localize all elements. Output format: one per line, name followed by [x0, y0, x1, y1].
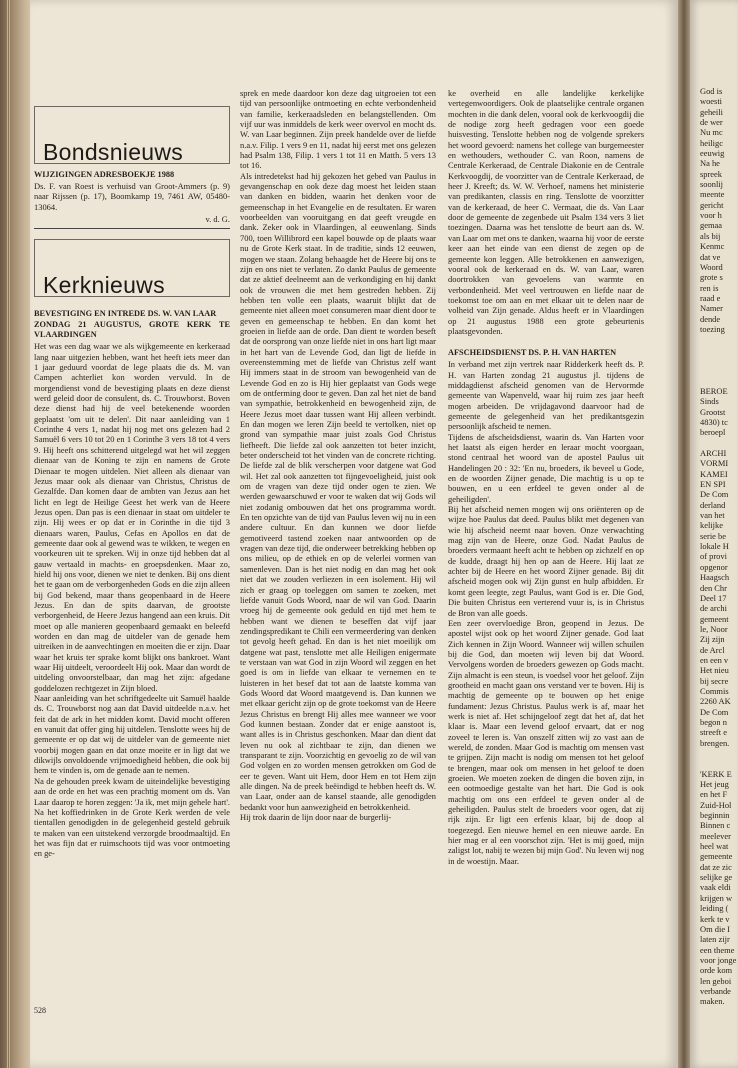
article-heading: AFSCHEIDSDIENST DS. P. H. VAN HARTEN [448, 348, 617, 358]
next-page-line: beginnin [700, 810, 730, 821]
next-page-line: dat ve [700, 251, 721, 262]
next-page-line: van het [700, 510, 725, 521]
next-page-line: derland [700, 499, 726, 510]
next-page-line: laten zijr [700, 934, 730, 945]
next-page-line: vaak eldi [700, 882, 731, 893]
article-paragraph: Een zeer overvloedige Bron, geopend in Jezus. De apostel wijst ook op het woord Zijner genade. God laat Zich kennen in Zijn Woord. Wanneer wij willen schuilen bij die God, dan moeten wij leven bij dat Woord. Vervolgens worden de broeders gewezen op Gods macht. Zijn almacht is een steun, is voedsel voor het geloof. Zijn grootheid en macht gaan ons verstand ver te boven. Hij is machtig de gemeente op te bouwen op het enige fundament: Jezus Christus. Paulus werk is af, maar het werk is niet af. Het schijngeloof zegt dat het af, dat het klaar is. Maar een levend geloof ervaart, dat er nog zoveel te leren is. Van onszelf zitten wij zo vast aan de wereld, de zonden. Maar God is machtig om mensen vast te grijpen. Zijn macht is nodig om mensen tot het geloof te brengen, maar ook om mensen in het geloof te doen groeien. We moeten zoeken de dingen die boven zijn, in een ootmoedige gestalte van het hart. Die God is ook machtig om ons een erfdeel te geven onder al de geheiligden. Paulus stelt de broeders voor ogen, dat zij rijk zijn. Er ligt een erfenis klaar, bij de doop al toegezegd. Een nieuwe hemel en een nieuwe aarde. En hier mag er al een voorschot zijn. 'Het is mij goed, mijn zaligst lot, nabij te wezen bij mijn God'. Nu leven wij nog in de woestijn. Maar. [448, 617, 644, 866]
article-paragraph: Na de gehouden preek kwam de uiteindelijke bevestiging aan de orde en het was een prachtig moment om ds. Van Laar daarop te horen zeggen: 'Ja ik, met mijn gehele hart'. Na het koffiedrinken in de Grote Kerk werden de vele tientallen genodigden in de gelegenheid gesteld gebruik te maken van een uitstekend verzorgde broodmaaltijd. En het was fijn dat er ruimschoots tijd was voor ontmoeting en ge- [34, 775, 230, 859]
next-page-line: orde kom [700, 965, 733, 976]
next-page-line: heiligc [700, 137, 723, 148]
article-paragraph: Naar aanleiding van het schriftgedeelte uit Samuël haalde ds. C. Trouwborst nog aan dat David uitdeelde n.a.v. het feit dat de ark in het midden komt. David mocht offeren en vanuit dat offer ging hij uitdelen. Tenslotte wees hij de gemeente er op dat wij de uitdeler van de gemeente niet voorbij mogen gaan en dat onze moeite er in ligt dat we dikwijls onvoldoende vrijmoedigheid hebben, die ook bij hem te vinden is, om de genade aan te nemen. [34, 693, 230, 776]
next-page-line: beroepl [700, 427, 726, 438]
next-page-line: voor jonge [700, 954, 737, 965]
section-header-kerknieuws [34, 239, 230, 297]
next-page-line: KAMEI [700, 468, 728, 479]
next-page-line: begon n [700, 716, 727, 727]
next-page-line: meelever [700, 830, 731, 841]
section-title: Kerknieuws [43, 272, 165, 299]
next-page-line: Het jeug [700, 779, 729, 790]
column-2 [240, 88, 436, 822]
article-paragraph: Als intredetekst had hij gekozen het gebed van Paulus in gevangenschap en ook deze dag moest het leiden staan van danken en bidden, waarin het denken voor de gemeenschap in het Evangelie en de resultaten. Er waren voorbeelden van vooruitgang en dat geeft vreugde en dank. Zeker ook in Vlaardingen, al eeuwenlang. Sinds 700, toen Willibrord een kapel bouwde op de plaats waar nu de Grote Kerk staat. In de traditie, sinds 12 eeuwen, mogen we staan. Zolang behaagde het de Heere bij ons te zijn en ons niet te verlaten. Zo dankt Paulus de gemeente dat ze aktief deelneemt aan de verkondiging en hij dankt ook de vrouwen die met hem gestreden hebben. Zij hebben ten volle een plaats, waaruit blijkt dat de gemeente niet alleen moet consumeren maar dient door te geven en gemeenschap te hebben. En dan komt het groeien in liefde aan de orde. Dan dient te worden beseft dat de oorsprong van onze liefde niet in ons hart ligt maar in het hart van de Levende God, dan ligt de liefde in overeenstemming met de liefde van Christus zelf want Hij immers staat in de stroom van bewogenheid van de Levende God en zo is Hij hier geplaatst van Gods wege om de ontferming door te geven. Dan zal het niet de band van sympathie, betrokkenheid en bewogenheid zijn, de Heere Jezus moet daar tussen want Hij alleen verbindt. En dan mogen we leren Zijn beeld te vertolken, niet op grond van sympathie maar juist zoals God Christus liefheeft. Die liefde zal ook aanzetten tot beter inzicht, beter onderscheid tot het vinden van de concrete richting. De liefde zal de blik verscherpen voor datgene wat God wil. Het zal ook aanzetten tot fijngevoeligheid, juist ook om de vragen van deze tijd onder ogen te zien. We werden gewaarschuwd er voor te waken dat wij Gods wil niet zodanig ombouwen dat het ons programma wordt. En ten opzichte van de tijd van Paulus leven wij nu in een andere cultuur. En dan kunnen we door liefde gemotiveerd tastend zoeken naar antwoorden op de vragen van deze tijd, die onderweer betrekking hebben op ons milieu, op de ethiek en op de velerlei vormen van samenleven. Dan is het niet nodig en dan mag het ook niet dat we zouden verliezen in een isolement. Hij wil zich er graag op toeleggen om samen te zoeken, met liefde vanuit Gods Woord, naar de wil van God. Daarin vroeg hij de gemeente ook geduld en tijd met hem te hebben want we dienen te beseffen dat vijf jaar zendingspredikant te Chili een vermeerdering van denken tot gevolg heeft gehad. En dan is het niet moeilijk om datgene wat past, tenslotte met alle Heiligen enigermate te verstaan van wat God in zijn Woord wil zeggen en het goed is om in liefde van elkaar te vernemen en te luisteren in het besef dat tot aan de laatste komma van Gods Woord dat Woord maatgevend is. Dan kunnen we met elkaar gericht zijn op de grote toekomst van de Heere Jezus Christus en brengt Hij alles mee wanneer we voor God kunnen bestaan. Zonder dat er enige aanstoot is, want alles is in Christus geschonken. Maar dan dient dat leven nu ook al zichtbaar te zijn, dan dienen we transparant te zijn. Voorzichtig en gevoelig zo de wil van God volgen en zo worden mensen getrokken om God de eer te geven. Want uit Hem, door Hem en tot Hem zijn alle dingen. Na de preek beëindigd te hebben heeft ds. W. van Laar, onder aan de kansel staande, alle genodigden bedankt voor hun aanwezigheid en betrokkenheid. [240, 170, 436, 812]
next-page-line: gemeente [700, 851, 733, 862]
next-page-text [700, 86, 738, 1007]
next-page-line: eeuwig [700, 148, 725, 159]
next-page-line: soonlij [700, 179, 723, 190]
next-page-line: Kenmc [700, 241, 725, 252]
article-paragraph: Hij trok daarin de lijn door naar de burgerlij- [240, 812, 392, 823]
article-paragraph: ke overheid en alle landelijke kerkelijke vertegenwoordigers. Ook de plaatselijke centrale organen mochten in die dank delen, vooral ook de kerkvoogdij die de nodige zorg heeft gedragen voor een goede huisvesting. Tenslotte hebben nog de volgende sprekers het woord gevoerd: namens het college van burgemeester en wethouders, wethouder C. van Roon, namens de Centrale Kerkeraad, de Centrale Diakonie en de Centrale Kerkvoogdij, de voorzitter van de Centrale Kerkeraad, de heer J. Kreeft; ds. W. W. Verhoef, namens het ministerie van predikanten, classis en ring. Tenslotte de voorzitter van de kerkeraad, de heer C. Vermaat, die ds. Van Laar door de gemeente de zegenbede uit Psalm 134 vers 3 liet toezingen. Daarna was het tenslotte de beurt aan ds. W. van Laar om met ons te danken, waarna hij voor de eerste keer aan het einde van een dienst de zegen op de gemeente kon leggen. Alle betrokkenen en aanwezigen, vooral ook de kerkeraad en ds. W. van Laar, waren doortrokken van gevoelens van warmte en verbondenheid. Met veel vertrouwen en liefde naar de toekomst toe om aan en met elkaar uit te delen naar de volheid van Zijn genade. Aldus heeft er in Vlaardingen op 21 augustus 1988 een grote gebeurtenis plaatsgevonden. [448, 88, 644, 336]
next-page-line: len geboi [700, 975, 732, 986]
next-page-line [700, 334, 738, 344]
next-page-line: 'KERK E [700, 768, 732, 779]
next-page-line: of provi [700, 551, 727, 562]
column-3 [448, 88, 644, 866]
next-page-line: kelijke [700, 520, 723, 531]
next-page-line: VORMI [700, 458, 729, 469]
next-page-line: ren is [700, 282, 719, 293]
signature: v. d. G. [205, 214, 230, 225]
article-paragraph: In verband met zijn vertrek naar Ridderkerk heeft ds. P. H. van Harten zondag 21 augustus jl. tijdens de middagdienst afscheid genomen van de Hervormde gemeente van Wapenveld, waar hij ruim zes jaar heeft mogen arbeiden. De vrijdagavond daarvoor had de gemeente de gelegenheid van het predikantsgezin persoonlijk afscheid te nemen. [448, 359, 644, 432]
next-page-line: Nu mc [700, 127, 723, 138]
next-page-line: Namer [700, 303, 723, 314]
next-page-line: Het nieu [700, 665, 729, 676]
next-page-line: brengen. [700, 737, 730, 748]
next-page-line: streeft e [700, 727, 727, 738]
article-subheading: ZONDAG 21 AUGUSTUS, GROTE KERK TE VLAARDINGEN [34, 320, 230, 340]
next-page-line [700, 748, 738, 758]
next-page-line: ARCHI [700, 448, 727, 459]
section-header-bondsnieuws [34, 106, 230, 164]
next-page-line [700, 758, 738, 768]
next-page-line: toezing [700, 323, 725, 334]
next-page-line: Deel 17 [700, 592, 727, 603]
next-page-line: Haagsch [700, 572, 730, 583]
section-title: Bondsnieuws [43, 138, 184, 165]
next-page-line: Binnen c [700, 820, 731, 831]
article-heading: BEVESTIGING EN INTREDE DS. W. VAN LAAR [34, 309, 217, 319]
article-paragraph: sprek en mede daardoor kon deze dag uitgroeien tot een tijd van persoonlijke ontmoeting en echte verbondenheid van familie, kerkeraadsleden en belangstellenden. Om vijf uur was inmiddels de kerk weer overvol en mocht ds. W. van Laar beginnen. Zijn preek handelde over de liefde n.a.v. Filip. 1 vers 9 en 11, nadat hij eerst met ons gelezen had Psalm 138, Filip. 1 vers 1 tot 11 en Matth. 5 vers 13 tot 16. [240, 88, 436, 171]
next-page-partial [690, 0, 738, 1068]
next-page-line: Grootst [700, 406, 726, 417]
next-page-line: en een v [700, 654, 729, 665]
next-page-line: meente [700, 189, 725, 200]
next-page-line: BEROE [700, 385, 728, 396]
next-page-line: als bij [700, 230, 721, 241]
next-page-line: gericht [700, 199, 724, 210]
next-page-line: 4830) tc [700, 417, 728, 427]
next-page-line: gemeent [700, 613, 729, 624]
next-page-line: de archi [700, 603, 727, 614]
next-page-line: Sinds [700, 396, 719, 407]
next-page-line: De Com [700, 706, 729, 717]
article-paragraph: Ds. F. van Roest is verhuisd van Groot-Ammers (p. 9) naar Rijssen (p. 17), Boomkamp 19, 7461 AW, 05480-13064. [34, 181, 230, 212]
page-edges [6, 0, 10, 1068]
article-paragraph: Tijdens de afscheidsdienst, waarin ds. Van Harten voor het laatst als eigen herder en leraar mocht voorgaan, stond centraal het woord van de apostel Paulus uit Handelingen 20 : 32: 'En nu, broeders, ik beveel u Gode, en de woorden Zijner genade, Die machtig is u op te bouwen, en u een erfdeel te geven onder al de geheiligden'. [448, 431, 644, 504]
next-page-line: geheili [700, 106, 723, 117]
next-page-line: lokale H [700, 541, 729, 552]
next-page-line: en het F [700, 789, 728, 800]
article-paragraph: Het was een dag waar we als wijkgemeente en kerkeraad lang naar uitgezien hebben, want het heeft iets meer dan 1 jaar geduurd voordat de lege plaats die ds. M. van Campen achterliet kon worden vervuld. In de morgendienst vond de bevestiging plaats en deze dienst werd geleid door de consulent, ds. C. Trouwborst. Boven deze dienst had hij de veel betekenende woorden geplaatst 'om uit te delen'. Dit naar aanleiding van 1 Corinthe 4 vers 1, nadat hij nog met ons gelezen had 2 Samuël 6 vers 10 tot 20 en 1 Corinthe 3 vers 18 tot 4 vers 9. Hij heeft ons schitterend uitgelegd wat het wil zeggen dienaar van de Koning te zijn en namens de Grote Dienaar te mogen uitdelen. Niet alleen als dienaar van Jezus maar ook als dienaar van Christus, Christus de Gezalfde. Dan komen daar de ambten van Jezus aan het licht en legt de Heilige Geest het werk van de Heere Jezus open. Dan pas is een dienaar in staat om uitdeler te zijn. Hij wees er op dat er in Corinthe in die tijd 3 dienaars waren, Paulus, Cefas en Apollos en dat de gemeente daar ook al gewend was te wikken, te wegen en voorkeuren uit te spreken. Wij in onze tijd hebben dat al gauw vertaald in machts- en groepsdenken. Maar zo, hield hij ons voor, dienen we niet te denken. Bij ons dient het te gaan om de verborgenheden Gods en die zijn alleen bij God bekend, maar thans geopenbaard in de Heere Jezus. En dan de spits daarvan, de grootste verborgenheid, de Heere Jezus hangend aan een kruis. Dit moet op alle manieren geopenbaard gemaakt en beleefd worden en dan mag de uitdeler van de genade hem uitreiken in de aanvechtingen en moeiten die er zijn. Daar waar het kruis ter sprake komt blijkt ons bankroet. Want waar Hij uitdeelt, veroordeelt Hij ook. Maar dan wordt de uitdeling onvoorstelbaar, dan mag het zijn: afgedane goddelozen rechtgezet in Zijn bloed. [34, 341, 230, 693]
next-page-line: Zuid-Hol [700, 799, 732, 810]
next-page-line: heel wat [700, 841, 729, 852]
column-1 [34, 88, 230, 859]
next-page-line: grote s [700, 272, 723, 283]
next-page-line: woesti [700, 96, 723, 107]
next-page-line: maken. [700, 996, 725, 1007]
next-page-line: Zij zijn [700, 634, 725, 645]
next-page-line [700, 345, 738, 355]
next-page-line: le, Noor [700, 623, 728, 634]
next-page-line: raad e [700, 292, 721, 303]
next-page-line: dat ze zic [700, 861, 732, 872]
next-page-line: Commis [700, 685, 729, 696]
next-page-line: serie be [700, 530, 727, 541]
next-page-line: opgenor [700, 561, 728, 572]
next-page-line: de Arcl [700, 644, 725, 655]
book-gutter [678, 0, 690, 1068]
next-page-line: een theme [700, 944, 735, 955]
next-page-line: leiding ( [700, 903, 729, 914]
next-page-line: de wer [700, 117, 723, 128]
next-page-line: kerk te v [700, 913, 730, 924]
page-number: 528 [34, 1006, 46, 1015]
next-page-line: God is [700, 86, 723, 96]
next-page-line: Om die I [700, 923, 730, 934]
magazine-page [30, 0, 678, 1068]
next-page-line: spreek [700, 168, 723, 179]
next-page-line: Na he [700, 158, 720, 169]
next-page-line: verbande [700, 985, 731, 996]
article-heading: WIJZIGINGEN ADRESBOEKJE 1988 [34, 170, 175, 179]
divider [34, 228, 230, 229]
next-page-line: Woord [700, 261, 723, 272]
next-page-line: gemaa [700, 220, 723, 231]
next-page-line: krijgen w [700, 892, 733, 903]
next-page-line: De Com [700, 489, 729, 500]
next-page-line: dende [700, 313, 721, 324]
next-page-line: 2260 AK [700, 696, 731, 707]
next-page-line [700, 365, 738, 375]
next-page-line: selijke ge [700, 872, 733, 883]
next-page-line: voor h [700, 210, 722, 221]
article-paragraph: Bij het afscheid nemen mogen wij ons oriënteren op de wijze hoe Paulus dat deed. Paulus blikt met degenen van wie hij afscheid neemt naar boven. Onze verwachting mag zijn van de Heere, onze God. Nadat Paulus de broeders vermaant heeft acht te hebben op zichzelf en op de kudde, draagt hij hen op aan de Heere. Hij laat ze achter bij de Heere en het woord Zijner genade. Bij dit afscheid mogen ook wij Zijn gunst en hulp afbidden. Er komt geen leegte, zegt Paulus, want God is er. Die God, Die buiten Christus een verterend vuur is, is in Christus de Bron van alle goeds. [448, 504, 644, 618]
next-page-line: den Chr [700, 582, 727, 593]
next-page-line: EN SPI [700, 479, 726, 490]
next-page-line: bij secre [700, 675, 729, 686]
next-page-line [700, 376, 738, 386]
next-page-line [700, 438, 738, 448]
next-page-line [700, 355, 738, 365]
